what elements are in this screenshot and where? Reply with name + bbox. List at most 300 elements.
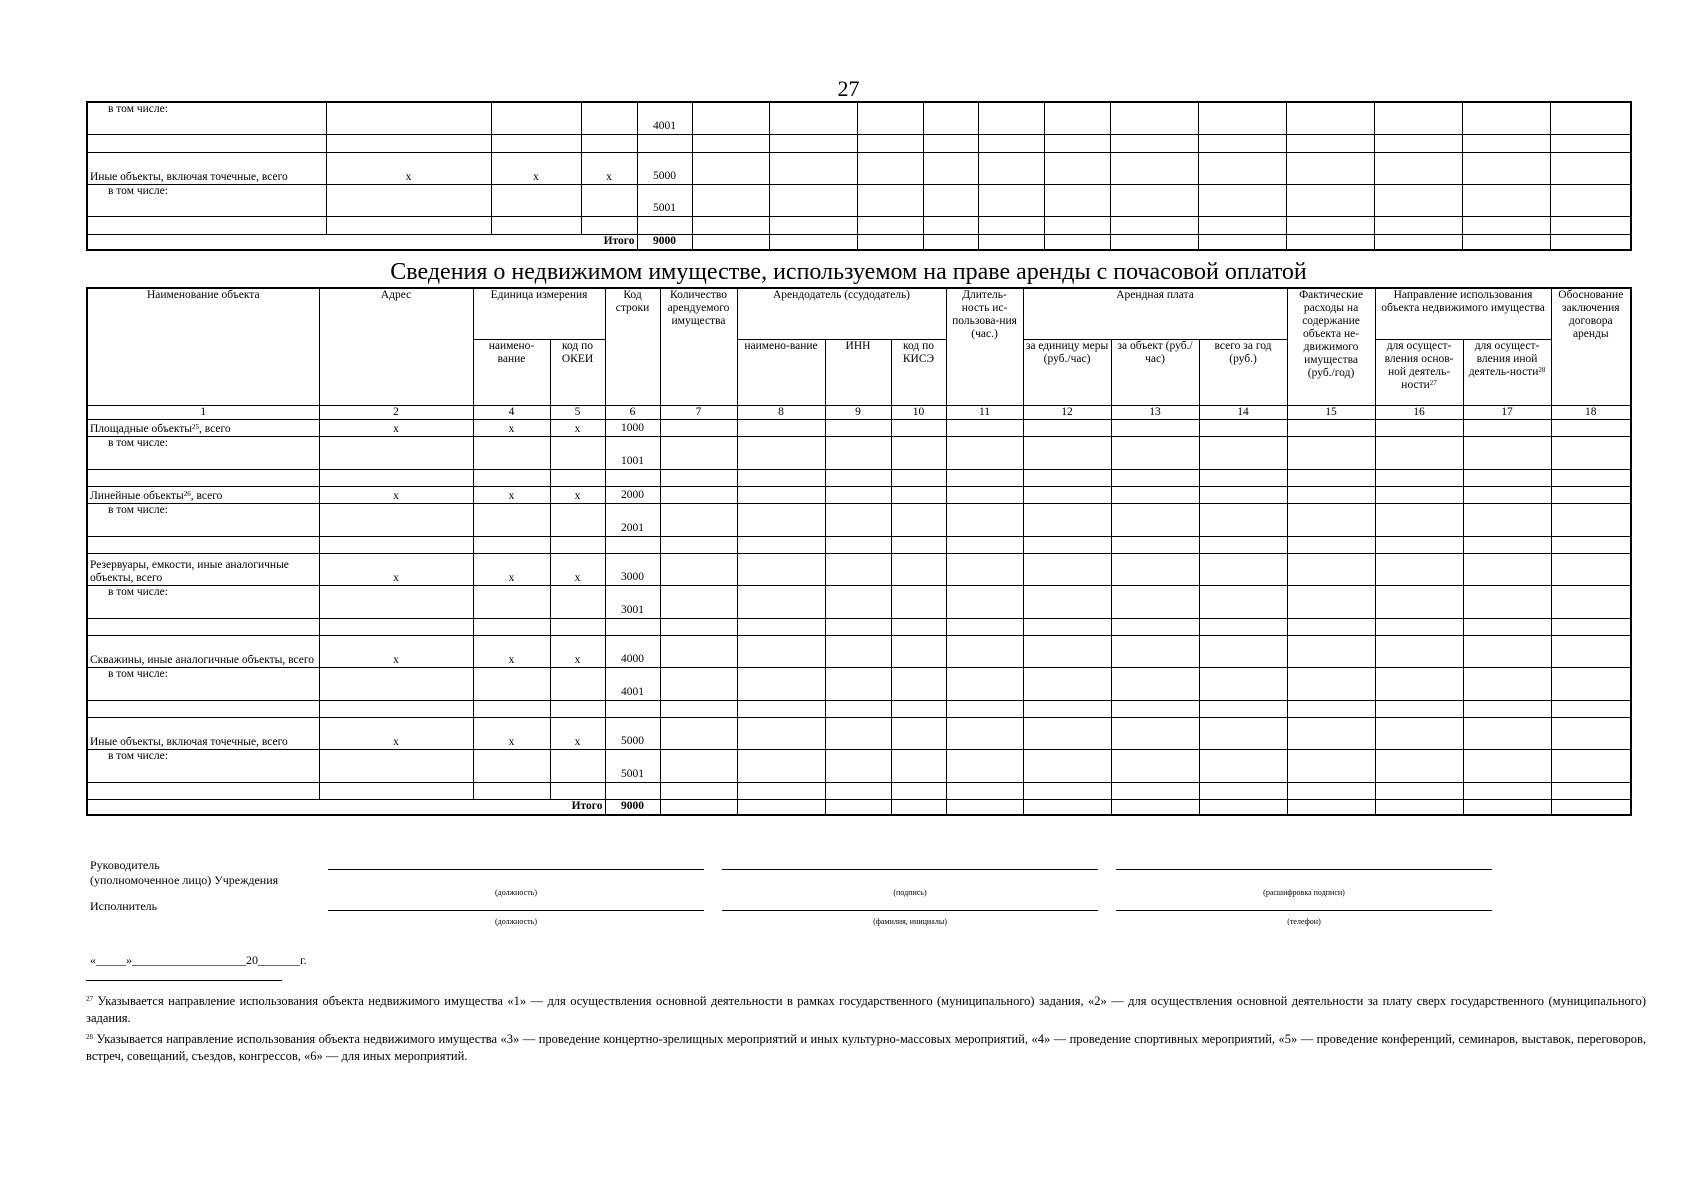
data-cell[interactable] xyxy=(825,536,891,553)
data-cell[interactable] xyxy=(319,618,473,635)
data-cell[interactable] xyxy=(1463,667,1551,700)
data-cell[interactable] xyxy=(857,184,923,216)
data-cell[interactable] xyxy=(550,585,605,618)
data-cell[interactable] xyxy=(1463,503,1551,536)
data-cell[interactable] xyxy=(1286,152,1374,184)
data-cell[interactable] xyxy=(1023,585,1111,618)
data-cell[interactable] xyxy=(1374,234,1462,250)
data-cell[interactable] xyxy=(737,469,825,486)
data-cell[interactable] xyxy=(1111,700,1199,717)
data-cell[interactable] xyxy=(1463,469,1551,486)
data-cell[interactable] xyxy=(1111,553,1199,585)
data-cell[interactable] xyxy=(769,102,857,134)
data-cell[interactable] xyxy=(946,585,1023,618)
data-cell[interactable] xyxy=(891,667,946,700)
executor-line-phone[interactable] xyxy=(1116,910,1492,911)
signature-line-signature[interactable] xyxy=(722,869,1098,870)
data-cell[interactable] xyxy=(473,749,550,782)
data-cell[interactable] xyxy=(319,700,473,717)
data-cell[interactable] xyxy=(946,749,1023,782)
data-cell[interactable] xyxy=(978,234,1044,250)
data-cell[interactable] xyxy=(1375,469,1463,486)
data-cell[interactable] xyxy=(319,667,473,700)
data-cell[interactable] xyxy=(1463,618,1551,635)
data-cell[interactable] xyxy=(825,553,891,585)
data-cell[interactable] xyxy=(1286,216,1374,234)
data-cell[interactable] xyxy=(660,585,737,618)
data-cell[interactable] xyxy=(946,782,1023,799)
data-cell[interactable] xyxy=(1550,216,1631,234)
data-cell[interactable] xyxy=(660,486,737,503)
data-cell[interactable] xyxy=(825,635,891,667)
data-cell[interactable] xyxy=(1198,234,1286,250)
data-cell[interactable] xyxy=(891,700,946,717)
data-cell[interactable] xyxy=(1375,782,1463,799)
data-cell[interactable] xyxy=(1463,419,1551,436)
data-cell[interactable] xyxy=(825,436,891,469)
data-cell[interactable] xyxy=(825,503,891,536)
data-cell[interactable] xyxy=(1462,234,1550,250)
data-cell[interactable] xyxy=(1110,102,1198,134)
data-cell[interactable] xyxy=(891,618,946,635)
data-cell[interactable] xyxy=(737,749,825,782)
data-cell[interactable] xyxy=(1463,553,1551,585)
data-cell[interactable] xyxy=(857,102,923,134)
data-cell[interactable] xyxy=(1199,503,1287,536)
data-cell[interactable] xyxy=(1287,717,1375,749)
data-cell[interactable] xyxy=(1551,635,1631,667)
data-cell[interactable] xyxy=(825,618,891,635)
data-cell[interactable] xyxy=(1287,667,1375,700)
data-cell[interactable] xyxy=(1551,799,1631,815)
data-cell[interactable] xyxy=(978,152,1044,184)
data-cell[interactable] xyxy=(891,486,946,503)
data-cell[interactable] xyxy=(550,618,605,635)
data-cell[interactable] xyxy=(550,436,605,469)
data-cell[interactable] xyxy=(1111,749,1199,782)
data-cell[interactable] xyxy=(1023,618,1111,635)
data-cell[interactable] xyxy=(1375,503,1463,536)
data-cell[interactable] xyxy=(660,667,737,700)
data-cell[interactable] xyxy=(1111,585,1199,618)
data-cell[interactable] xyxy=(550,749,605,782)
data-cell[interactable] xyxy=(737,553,825,585)
data-cell[interactable] xyxy=(1044,184,1110,216)
data-cell[interactable] xyxy=(1551,667,1631,700)
data-cell[interactable] xyxy=(1286,134,1374,152)
data-cell[interactable] xyxy=(769,234,857,250)
data-cell[interactable] xyxy=(319,469,473,486)
data-cell[interactable] xyxy=(923,134,978,152)
data-cell[interactable] xyxy=(1462,102,1550,134)
data-cell[interactable] xyxy=(1023,667,1111,700)
data-cell[interactable] xyxy=(1199,799,1287,815)
data-cell[interactable] xyxy=(737,667,825,700)
data-cell[interactable] xyxy=(660,553,737,585)
data-cell[interactable] xyxy=(550,503,605,536)
data-cell[interactable] xyxy=(891,717,946,749)
data-cell[interactable] xyxy=(1287,486,1375,503)
data-cell[interactable] xyxy=(1111,536,1199,553)
data-cell[interactable] xyxy=(473,536,550,553)
data-cell[interactable] xyxy=(1374,184,1462,216)
data-cell[interactable] xyxy=(1374,134,1462,152)
data-cell[interactable] xyxy=(660,503,737,536)
data-cell[interactable] xyxy=(737,536,825,553)
executor-line-position[interactable] xyxy=(328,910,704,911)
data-cell[interactable] xyxy=(605,782,660,799)
data-cell[interactable] xyxy=(737,419,825,436)
data-cell[interactable] xyxy=(825,585,891,618)
data-cell[interactable] xyxy=(1044,102,1110,134)
data-cell[interactable] xyxy=(769,134,857,152)
data-cell[interactable] xyxy=(1198,152,1286,184)
data-cell[interactable] xyxy=(473,503,550,536)
data-cell[interactable] xyxy=(923,184,978,216)
data-cell[interactable] xyxy=(946,799,1023,815)
data-cell[interactable] xyxy=(1463,749,1551,782)
data-cell[interactable] xyxy=(1199,717,1287,749)
data-cell[interactable] xyxy=(769,152,857,184)
data-cell[interactable] xyxy=(660,536,737,553)
data-cell[interactable] xyxy=(946,469,1023,486)
data-cell[interactable] xyxy=(319,749,473,782)
data-cell[interactable] xyxy=(660,700,737,717)
data-cell[interactable] xyxy=(946,436,1023,469)
data-cell[interactable] xyxy=(473,618,550,635)
data-cell[interactable] xyxy=(1111,799,1199,815)
data-cell[interactable] xyxy=(1550,152,1631,184)
data-cell[interactable] xyxy=(1375,700,1463,717)
data-cell[interactable] xyxy=(923,102,978,134)
data-cell[interactable] xyxy=(857,134,923,152)
data-cell[interactable] xyxy=(1199,436,1287,469)
data-cell[interactable] xyxy=(692,234,769,250)
data-cell[interactable] xyxy=(1111,782,1199,799)
data-cell[interactable] xyxy=(1199,749,1287,782)
data-cell[interactable] xyxy=(825,717,891,749)
data-cell[interactable] xyxy=(946,503,1023,536)
data-cell[interactable] xyxy=(1110,234,1198,250)
data-cell[interactable] xyxy=(473,436,550,469)
data-cell[interactable] xyxy=(1550,184,1631,216)
data-cell[interactable] xyxy=(473,782,550,799)
data-cell[interactable] xyxy=(857,216,923,234)
data-cell[interactable] xyxy=(1287,782,1375,799)
data-cell[interactable] xyxy=(891,585,946,618)
data-cell[interactable] xyxy=(1375,553,1463,585)
data-cell[interactable] xyxy=(978,184,1044,216)
data-cell[interactable] xyxy=(1199,635,1287,667)
data-cell[interactable] xyxy=(825,667,891,700)
data-cell[interactable] xyxy=(660,469,737,486)
data-cell[interactable] xyxy=(769,184,857,216)
data-cell[interactable] xyxy=(1111,419,1199,436)
data-cell[interactable] xyxy=(1198,184,1286,216)
data-cell[interactable] xyxy=(857,152,923,184)
data-cell[interactable] xyxy=(1375,749,1463,782)
data-cell[interactable] xyxy=(1287,436,1375,469)
data-cell[interactable] xyxy=(1199,553,1287,585)
data-cell[interactable] xyxy=(605,700,660,717)
data-cell[interactable] xyxy=(1023,782,1111,799)
data-cell[interactable] xyxy=(946,419,1023,436)
data-cell[interactable] xyxy=(87,536,319,553)
data-cell[interactable] xyxy=(1287,536,1375,553)
data-cell[interactable] xyxy=(87,700,319,717)
data-cell[interactable] xyxy=(825,782,891,799)
data-cell[interactable] xyxy=(1463,635,1551,667)
data-cell[interactable] xyxy=(1111,469,1199,486)
data-cell[interactable] xyxy=(737,700,825,717)
data-cell[interactable] xyxy=(1199,585,1287,618)
data-cell[interactable] xyxy=(946,486,1023,503)
data-cell[interactable] xyxy=(737,436,825,469)
data-cell[interactable] xyxy=(1287,553,1375,585)
data-cell[interactable] xyxy=(1551,585,1631,618)
data-cell[interactable] xyxy=(1023,486,1111,503)
data-cell[interactable] xyxy=(1374,102,1462,134)
data-cell[interactable] xyxy=(1550,134,1631,152)
data-cell[interactable] xyxy=(319,503,473,536)
data-cell[interactable] xyxy=(737,585,825,618)
data-cell[interactable] xyxy=(550,700,605,717)
data-cell[interactable] xyxy=(737,618,825,635)
data-cell[interactable] xyxy=(946,553,1023,585)
data-cell[interactable] xyxy=(1551,469,1631,486)
data-cell[interactable] xyxy=(891,635,946,667)
data-cell[interactable] xyxy=(1286,234,1374,250)
data-cell[interactable] xyxy=(1463,536,1551,553)
data-cell[interactable] xyxy=(1462,152,1550,184)
data-cell[interactable] xyxy=(737,799,825,815)
data-cell[interactable] xyxy=(1023,717,1111,749)
data-cell[interactable] xyxy=(737,782,825,799)
data-cell[interactable] xyxy=(319,585,473,618)
data-cell[interactable] xyxy=(1199,536,1287,553)
data-cell[interactable] xyxy=(1023,419,1111,436)
data-cell[interactable] xyxy=(1044,152,1110,184)
data-cell[interactable] xyxy=(1111,717,1199,749)
data-cell[interactable] xyxy=(891,503,946,536)
data-cell[interactable] xyxy=(1551,717,1631,749)
data-cell[interactable] xyxy=(692,134,769,152)
data-cell[interactable] xyxy=(946,536,1023,553)
data-cell[interactable] xyxy=(1199,667,1287,700)
data-cell[interactable] xyxy=(1551,486,1631,503)
data-cell[interactable] xyxy=(978,216,1044,234)
data-cell[interactable] xyxy=(1551,749,1631,782)
data-cell[interactable] xyxy=(1110,216,1198,234)
data-cell[interactable] xyxy=(1110,152,1198,184)
data-cell[interactable] xyxy=(891,799,946,815)
data-cell[interactable] xyxy=(1044,216,1110,234)
data-cell[interactable] xyxy=(1023,799,1111,815)
data-cell[interactable] xyxy=(1044,134,1110,152)
data-cell[interactable] xyxy=(737,635,825,667)
data-cell[interactable] xyxy=(1551,618,1631,635)
data-cell[interactable] xyxy=(1198,134,1286,152)
data-cell[interactable] xyxy=(1375,536,1463,553)
data-cell[interactable] xyxy=(891,782,946,799)
data-cell[interactable] xyxy=(550,469,605,486)
data-cell[interactable] xyxy=(1023,749,1111,782)
data-cell[interactable] xyxy=(605,536,660,553)
data-cell[interactable] xyxy=(1287,618,1375,635)
data-cell[interactable] xyxy=(1287,419,1375,436)
data-cell[interactable] xyxy=(1375,717,1463,749)
data-cell[interactable] xyxy=(1199,782,1287,799)
data-cell[interactable] xyxy=(1463,782,1551,799)
data-cell[interactable] xyxy=(1111,618,1199,635)
data-cell[interactable] xyxy=(1044,234,1110,250)
data-cell[interactable] xyxy=(946,635,1023,667)
data-cell[interactable] xyxy=(891,469,946,486)
data-cell[interactable] xyxy=(1199,486,1287,503)
data-cell[interactable] xyxy=(1023,503,1111,536)
data-cell[interactable] xyxy=(857,234,923,250)
data-cell[interactable] xyxy=(1199,419,1287,436)
data-cell[interactable] xyxy=(891,749,946,782)
data-cell[interactable] xyxy=(319,536,473,553)
data-cell[interactable] xyxy=(1111,486,1199,503)
data-cell[interactable] xyxy=(825,749,891,782)
data-cell[interactable] xyxy=(1463,717,1551,749)
data-cell[interactable] xyxy=(825,799,891,815)
data-cell[interactable] xyxy=(1023,536,1111,553)
data-cell[interactable] xyxy=(660,635,737,667)
signature-line-position[interactable] xyxy=(328,869,704,870)
data-cell[interactable] xyxy=(692,102,769,134)
data-cell[interactable] xyxy=(660,782,737,799)
data-cell[interactable] xyxy=(1375,667,1463,700)
data-cell[interactable] xyxy=(1462,134,1550,152)
data-cell[interactable] xyxy=(1375,799,1463,815)
data-cell[interactable] xyxy=(1551,436,1631,469)
data-cell[interactable] xyxy=(1375,436,1463,469)
data-cell[interactable] xyxy=(692,184,769,216)
data-cell[interactable] xyxy=(1463,585,1551,618)
data-cell[interactable] xyxy=(1110,134,1198,152)
data-cell[interactable] xyxy=(1375,486,1463,503)
data-cell[interactable] xyxy=(1551,782,1631,799)
data-cell[interactable] xyxy=(1023,700,1111,717)
data-cell[interactable] xyxy=(1375,419,1463,436)
data-cell[interactable] xyxy=(923,152,978,184)
data-cell[interactable] xyxy=(1286,184,1374,216)
data-cell[interactable] xyxy=(1462,216,1550,234)
data-cell[interactable] xyxy=(1111,635,1199,667)
data-cell[interactable] xyxy=(473,469,550,486)
data-cell[interactable] xyxy=(1287,799,1375,815)
data-cell[interactable] xyxy=(1463,486,1551,503)
data-cell[interactable] xyxy=(1375,635,1463,667)
data-cell[interactable] xyxy=(1111,503,1199,536)
data-cell[interactable] xyxy=(87,469,319,486)
data-cell[interactable] xyxy=(978,102,1044,134)
data-cell[interactable] xyxy=(769,216,857,234)
data-cell[interactable] xyxy=(946,667,1023,700)
data-cell[interactable] xyxy=(825,419,891,436)
data-cell[interactable] xyxy=(1287,503,1375,536)
date-line[interactable]: «_____»___________________20_______г. xyxy=(90,953,307,967)
data-cell[interactable] xyxy=(946,618,1023,635)
executor-line-fio[interactable] xyxy=(722,910,1098,911)
data-cell[interactable] xyxy=(319,436,473,469)
data-cell[interactable] xyxy=(923,234,978,250)
data-cell[interactable] xyxy=(87,782,319,799)
data-cell[interactable] xyxy=(1110,184,1198,216)
data-cell[interactable] xyxy=(1023,553,1111,585)
data-cell[interactable] xyxy=(692,152,769,184)
data-cell[interactable] xyxy=(891,536,946,553)
data-cell[interactable] xyxy=(660,749,737,782)
data-cell[interactable] xyxy=(605,469,660,486)
data-cell[interactable] xyxy=(1023,469,1111,486)
data-cell[interactable] xyxy=(825,700,891,717)
data-cell[interactable] xyxy=(891,553,946,585)
data-cell[interactable] xyxy=(1463,799,1551,815)
data-cell[interactable] xyxy=(1551,553,1631,585)
data-cell[interactable] xyxy=(1463,700,1551,717)
data-cell[interactable] xyxy=(825,469,891,486)
data-cell[interactable] xyxy=(605,618,660,635)
data-cell[interactable] xyxy=(1374,152,1462,184)
data-cell[interactable] xyxy=(550,782,605,799)
data-cell[interactable] xyxy=(1111,436,1199,469)
data-cell[interactable] xyxy=(978,134,1044,152)
data-cell[interactable] xyxy=(1374,216,1462,234)
data-cell[interactable] xyxy=(891,436,946,469)
data-cell[interactable] xyxy=(946,717,1023,749)
data-cell[interactable] xyxy=(923,216,978,234)
data-cell[interactable] xyxy=(660,799,737,815)
data-cell[interactable] xyxy=(550,667,605,700)
data-cell[interactable] xyxy=(825,486,891,503)
signature-line-decoding[interactable] xyxy=(1116,869,1492,870)
data-cell[interactable] xyxy=(473,585,550,618)
data-cell[interactable] xyxy=(319,782,473,799)
data-cell[interactable] xyxy=(1462,184,1550,216)
data-cell[interactable] xyxy=(737,486,825,503)
data-cell[interactable] xyxy=(660,436,737,469)
data-cell[interactable] xyxy=(1551,700,1631,717)
data-cell[interactable] xyxy=(1023,436,1111,469)
data-cell[interactable] xyxy=(1286,102,1374,134)
data-cell[interactable] xyxy=(87,618,319,635)
data-cell[interactable] xyxy=(1550,102,1631,134)
data-cell[interactable] xyxy=(1550,234,1631,250)
data-cell[interactable] xyxy=(737,717,825,749)
data-cell[interactable] xyxy=(1287,700,1375,717)
data-cell[interactable] xyxy=(1287,635,1375,667)
data-cell[interactable] xyxy=(1198,216,1286,234)
data-cell[interactable] xyxy=(692,216,769,234)
data-cell[interactable] xyxy=(660,717,737,749)
data-cell[interactable] xyxy=(891,419,946,436)
data-cell[interactable] xyxy=(737,503,825,536)
data-cell[interactable] xyxy=(1198,102,1286,134)
data-cell[interactable] xyxy=(1287,749,1375,782)
data-cell[interactable] xyxy=(660,419,737,436)
data-cell[interactable] xyxy=(1023,635,1111,667)
data-cell[interactable] xyxy=(1463,436,1551,469)
data-cell[interactable] xyxy=(1287,469,1375,486)
data-cell[interactable] xyxy=(1551,503,1631,536)
data-cell[interactable] xyxy=(1199,700,1287,717)
data-cell[interactable] xyxy=(1287,585,1375,618)
data-cell[interactable] xyxy=(1375,618,1463,635)
